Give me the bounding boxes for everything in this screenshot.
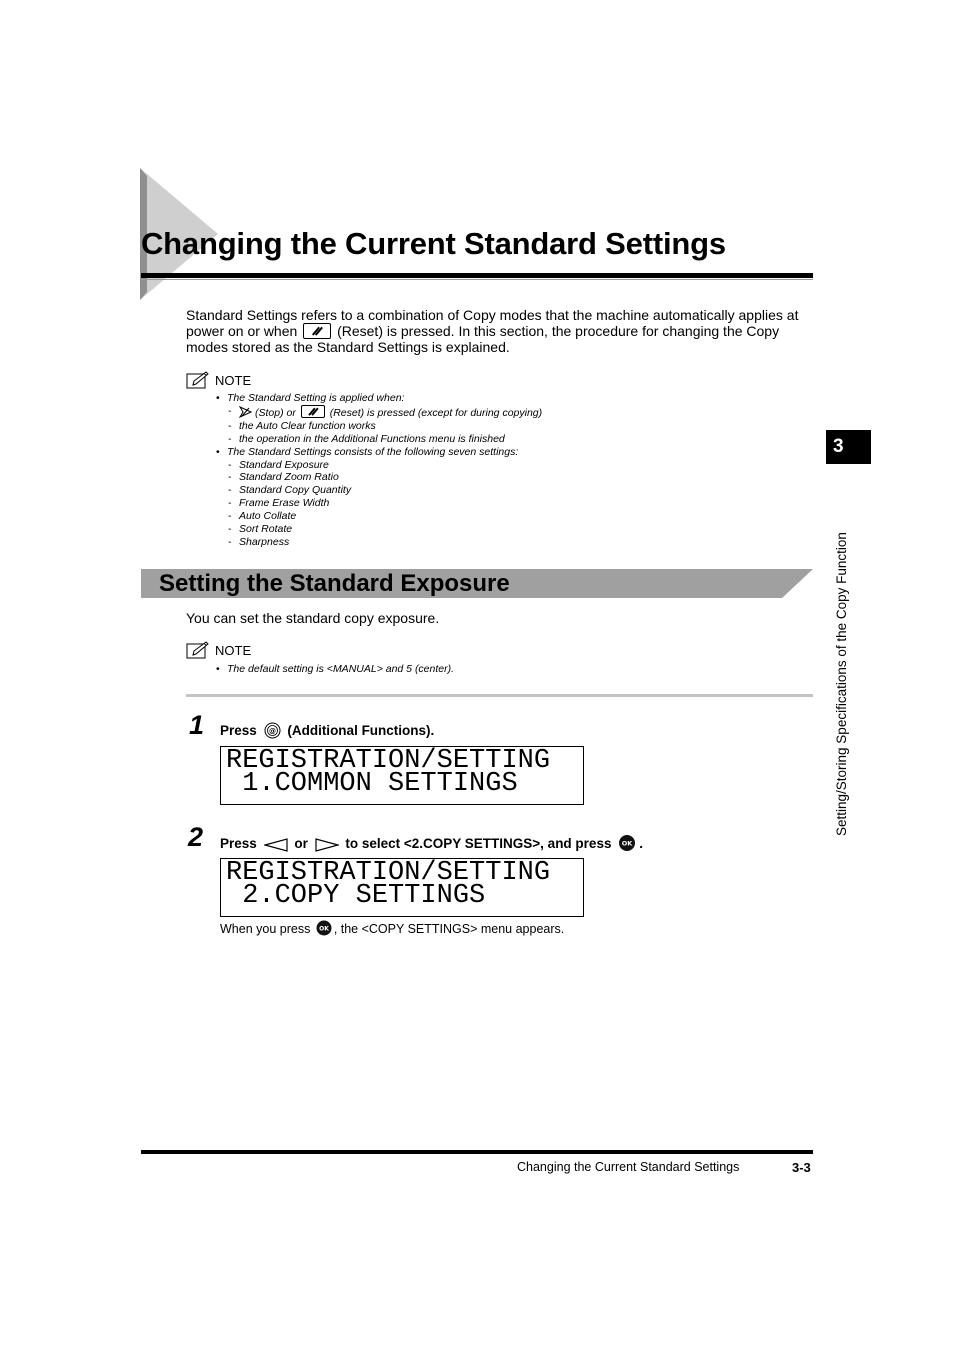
note-list [215,663,815,676]
stop-text: (Stop) or [255,406,296,419]
note-heading [186,371,251,389]
step-note-after: , the <COPY SETTINGS> menu appears. [333,922,565,936]
note-bullet: • The Standard Setting is applied when: [215,392,815,405]
note-subitem [215,405,815,420]
page-number: 3-3 [792,1160,811,1175]
step-number: 1 [189,710,205,740]
title-underline [141,279,813,280]
additional-functions-icon [264,722,281,739]
to-select-text: to select <2.COPY SETTINGS>, and press [345,836,612,851]
lcd-line: REGISTRATION/SETTING [226,746,551,776]
step-instruction [220,722,434,739]
section-intro: You can set the standard copy exposure. [186,610,440,626]
setting-item: - Standard Exposure [215,459,815,472]
note-subitem: - the Auto Clear function works [215,420,815,433]
setting-item: - Sharpness [215,536,815,549]
pencil-note-icon [186,641,209,659]
lcd-display [220,858,584,917]
chapter-side-label: Setting/Storing Specifications of the Copy Function [834,532,849,836]
reset-text: (Reset) is pressed (except for during copying) [329,406,543,419]
section-title: Setting the Standard Exposure [159,570,510,597]
setting-item: - Standard Zoom Ratio [215,471,815,484]
setting-item: - Frame Erase Width [215,497,815,510]
step-after-text: (Additional Functions). [287,723,435,738]
left-arrow-key-icon [264,838,288,852]
period: . [639,836,643,851]
reset-key-icon [303,323,331,339]
chapter-tab: 3 [826,430,871,464]
note-heading [186,641,251,659]
pencil-note-icon [186,371,209,389]
ok-key-icon [316,920,332,936]
press-text: Press [220,723,257,738]
title-rule [141,273,813,278]
ok-key-icon [618,834,636,852]
setting-item: - Standard Copy Quantity [215,484,815,497]
svg-text:OK: OK [318,925,329,933]
right-arrow-key-icon [315,838,339,852]
lcd-display [220,746,584,805]
steps-divider [186,694,813,697]
press-text: Press [220,836,257,851]
step-instruction [220,834,643,852]
note-subitem: - the operation in the Additional Functions menu is finished [215,433,815,446]
stop-key-icon [239,406,252,418]
note-label: NOTE [215,372,252,388]
note-list [215,392,815,549]
lcd-line: REGISTRATION/SETTING [226,858,551,888]
step-note [220,920,564,937]
reset-key-icon [301,405,325,418]
note-bullet: • The default setting is <MANUAL> and 5 (center). [215,663,815,676]
note-label: NOTE [215,642,252,658]
lcd-line: 1.COMMON SETTINGS [226,769,518,799]
footer-rule [141,1150,813,1154]
chapter-title: Changing the Current Standard Settings [141,226,726,261]
intro-text-part2: (Reset) is pressed. In this section, the procedure for changing the Copy modes stored as the Standard Settings is explained. [186,323,780,355]
lcd-line: 2.COPY SETTINGS [226,881,486,911]
or-text: or [294,836,308,851]
intro-paragraph [186,307,816,355]
intro-text-part1: Standard Settings refers to a combination of Copy modes that the machine automatically applies at power on or when [186,307,799,339]
note-bullet: • The Standard Settings consists of the following seven settings: [215,446,815,459]
step-note-before: When you press [220,922,311,936]
footer-title: Changing the Current Standard Settings [517,1160,740,1174]
setting-item: - Sort Rotate [215,523,815,536]
svg-text:OK: OK [621,839,633,848]
setting-item: - Auto Collate [215,510,815,523]
svg-text:@: @ [268,727,276,735]
step-number: 2 [188,822,204,852]
